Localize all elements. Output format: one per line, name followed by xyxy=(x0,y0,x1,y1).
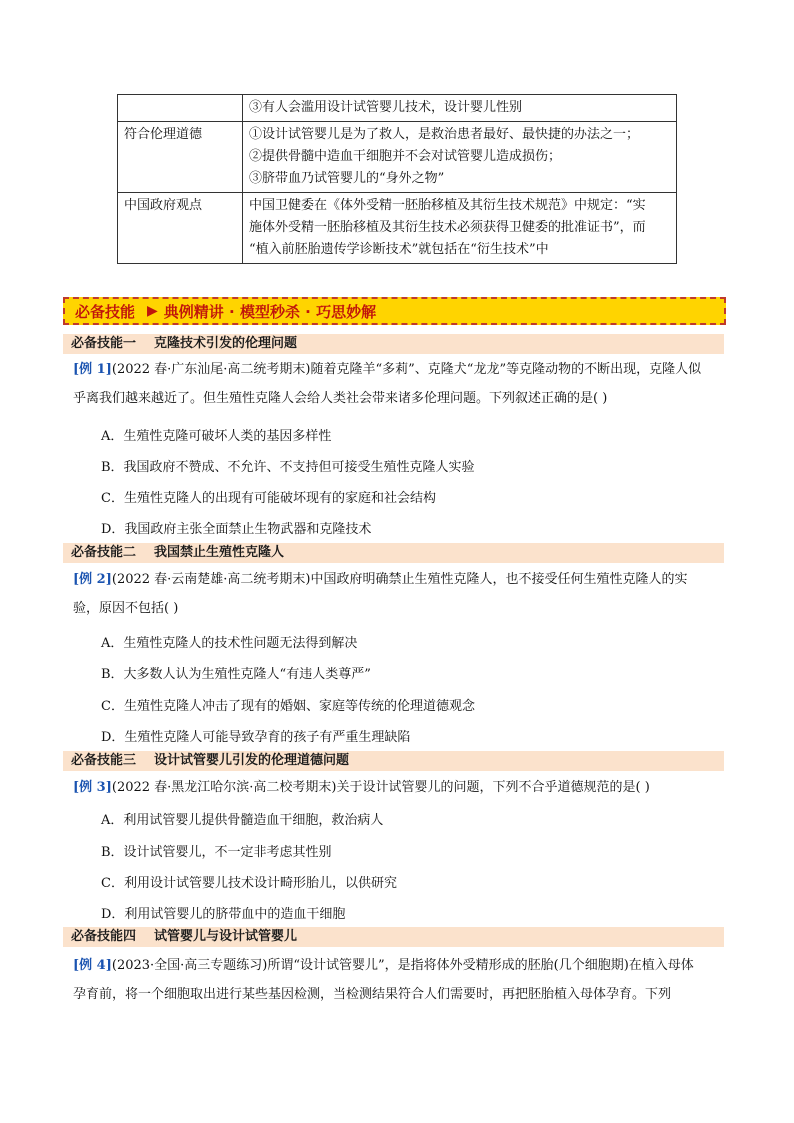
play-arrow-icon: ▶ xyxy=(147,303,158,319)
table-line: 施体外受精一胚胎移植及其衍生技术必须获得卫健委的批准证书”，而 xyxy=(249,220,646,235)
question-line: (2023·全国·高三专题练习)所谓“设计试管婴儿”，是指将体外受精形成的胚胎(几个细胞期)在植入母体 xyxy=(111,958,694,973)
answer-option[interactable]: C．利用设计试管婴儿技术设计畸形胎儿，以供研究 xyxy=(101,876,397,891)
table-cell-content xyxy=(243,122,677,193)
table-line: ①设计试管婴儿是为了救人，是救治患者最好、最快捷的办法之一； xyxy=(249,127,640,142)
answer-option[interactable]: B．设计试管婴儿，不一定非考虑其性别 xyxy=(101,845,332,860)
table-row xyxy=(118,122,677,193)
table-line: ③有人会滥用设计试管婴儿技术，设计婴儿性别 xyxy=(249,100,523,115)
question-line: (2022 春·广东汕尾·高二统考期末)随着克隆羊“多莉”、克隆犬“龙龙”等克隆动物的不断出现，克隆人似 xyxy=(111,362,702,377)
section-title: 设计试管婴儿引发的伦理道德问题 xyxy=(154,753,350,768)
question-line: (2022 春·黑龙江哈尔滨·高二校考期末)关于设计试管婴儿的问题，下列不合乎道德规范的是( ) xyxy=(111,780,650,795)
example-tag: [例 1] xyxy=(73,362,112,377)
table-line: ②提供骨髓中造血干细胞并不会对试管婴儿造成损伤； xyxy=(249,149,562,164)
question-line: (2022 春·云南楚雄·高二统考期末)中国政府明确禁止生殖性克隆人，也不接受任何生殖性克隆人的实 xyxy=(111,572,688,587)
table-cell-label: 符合伦理道德 xyxy=(118,122,243,193)
answer-option[interactable]: C．生殖性克隆人冲击了现有的婚姻、家庭等传统的伦理道德观念 xyxy=(101,699,475,714)
question-text xyxy=(73,355,733,413)
section-number: 必备技能二 xyxy=(71,545,137,560)
section-heading xyxy=(63,543,724,563)
example-tag: [例 3] xyxy=(73,780,112,795)
table-cell-content xyxy=(243,193,677,264)
banner-lead: 必备技能 xyxy=(75,302,136,321)
answer-option[interactable]: C．生殖性克隆人的出现有可能破坏现有的家庭和社会结构 xyxy=(101,491,436,506)
example-tag: [例 2] xyxy=(73,572,112,587)
table-line: “植入前胚胎遗传学诊断技术”就包括在“衍生技术”中 xyxy=(249,242,549,257)
table-cell-label xyxy=(118,95,243,122)
answer-option[interactable]: D．利用试管婴儿的脐带血中的造血干细胞 xyxy=(101,907,346,922)
question-text xyxy=(73,773,733,802)
table-cell-label: 中国政府观点 xyxy=(118,193,243,264)
example-tag: [例 4] xyxy=(73,958,112,973)
question-text xyxy=(73,951,733,1009)
answer-option[interactable]: A．利用试管婴儿提供骨髓造血干细胞，救治病人 xyxy=(101,813,384,828)
question-line: 孕育前，将一个细胞取出进行某些基因检测，当检测结果符合人们需要时，再把胚胎植入母体孕育。下列 xyxy=(73,987,672,1002)
question-line: 乎离我们越来越近了。但生殖性克隆人会给人类社会带来诸多伦理问题。下列叙述正确的是( ) xyxy=(73,391,608,406)
skills-banner xyxy=(63,297,726,325)
section-number: 必备技能四 xyxy=(71,929,137,944)
table-line: ③脐带血乃试管婴儿的“身外之物” xyxy=(249,171,445,186)
answer-option[interactable]: A．生殖性克隆人的技术性问题无法得到解决 xyxy=(101,636,358,651)
table-row xyxy=(118,193,677,264)
section-title: 克隆技术引发的伦理问题 xyxy=(154,336,298,351)
banner-subtitle: 典例精讲 · 模型秒杀 · 巧思妙解 xyxy=(163,302,377,321)
table-cell-content xyxy=(243,95,677,122)
section-number: 必备技能一 xyxy=(71,336,137,351)
question-line: 验，原因不包括( ) xyxy=(73,601,179,616)
section-heading xyxy=(63,334,724,354)
answer-option[interactable]: D．我国政府主张全面禁止生物武器和克隆技术 xyxy=(101,522,372,537)
ethics-table xyxy=(117,94,677,264)
section-title: 试管婴儿与设计试管婴儿 xyxy=(154,929,298,944)
section-heading xyxy=(63,751,724,771)
section-heading xyxy=(63,927,724,947)
answer-option[interactable]: A．生殖性克隆可破坏人类的基因多样性 xyxy=(101,429,332,444)
answer-option[interactable]: B．大多数人认为生殖性克隆人“有违人类尊严” xyxy=(101,667,371,682)
question-text xyxy=(73,565,733,623)
section-number: 必备技能三 xyxy=(71,753,137,768)
answer-option[interactable]: B．我国政府不赞成、不允许、不支持但可接受生殖性克隆人实验 xyxy=(101,460,475,475)
answer-option[interactable]: D．生殖性克隆人可能导致孕育的孩子有严重生理缺陷 xyxy=(101,730,411,745)
table-row xyxy=(118,95,677,122)
table-line: 中国卫健委在《体外受精一胚胎移植及其衍生技术规范》中规定：“实 xyxy=(249,198,646,213)
section-title: 我国禁止生殖性克隆人 xyxy=(154,545,285,560)
